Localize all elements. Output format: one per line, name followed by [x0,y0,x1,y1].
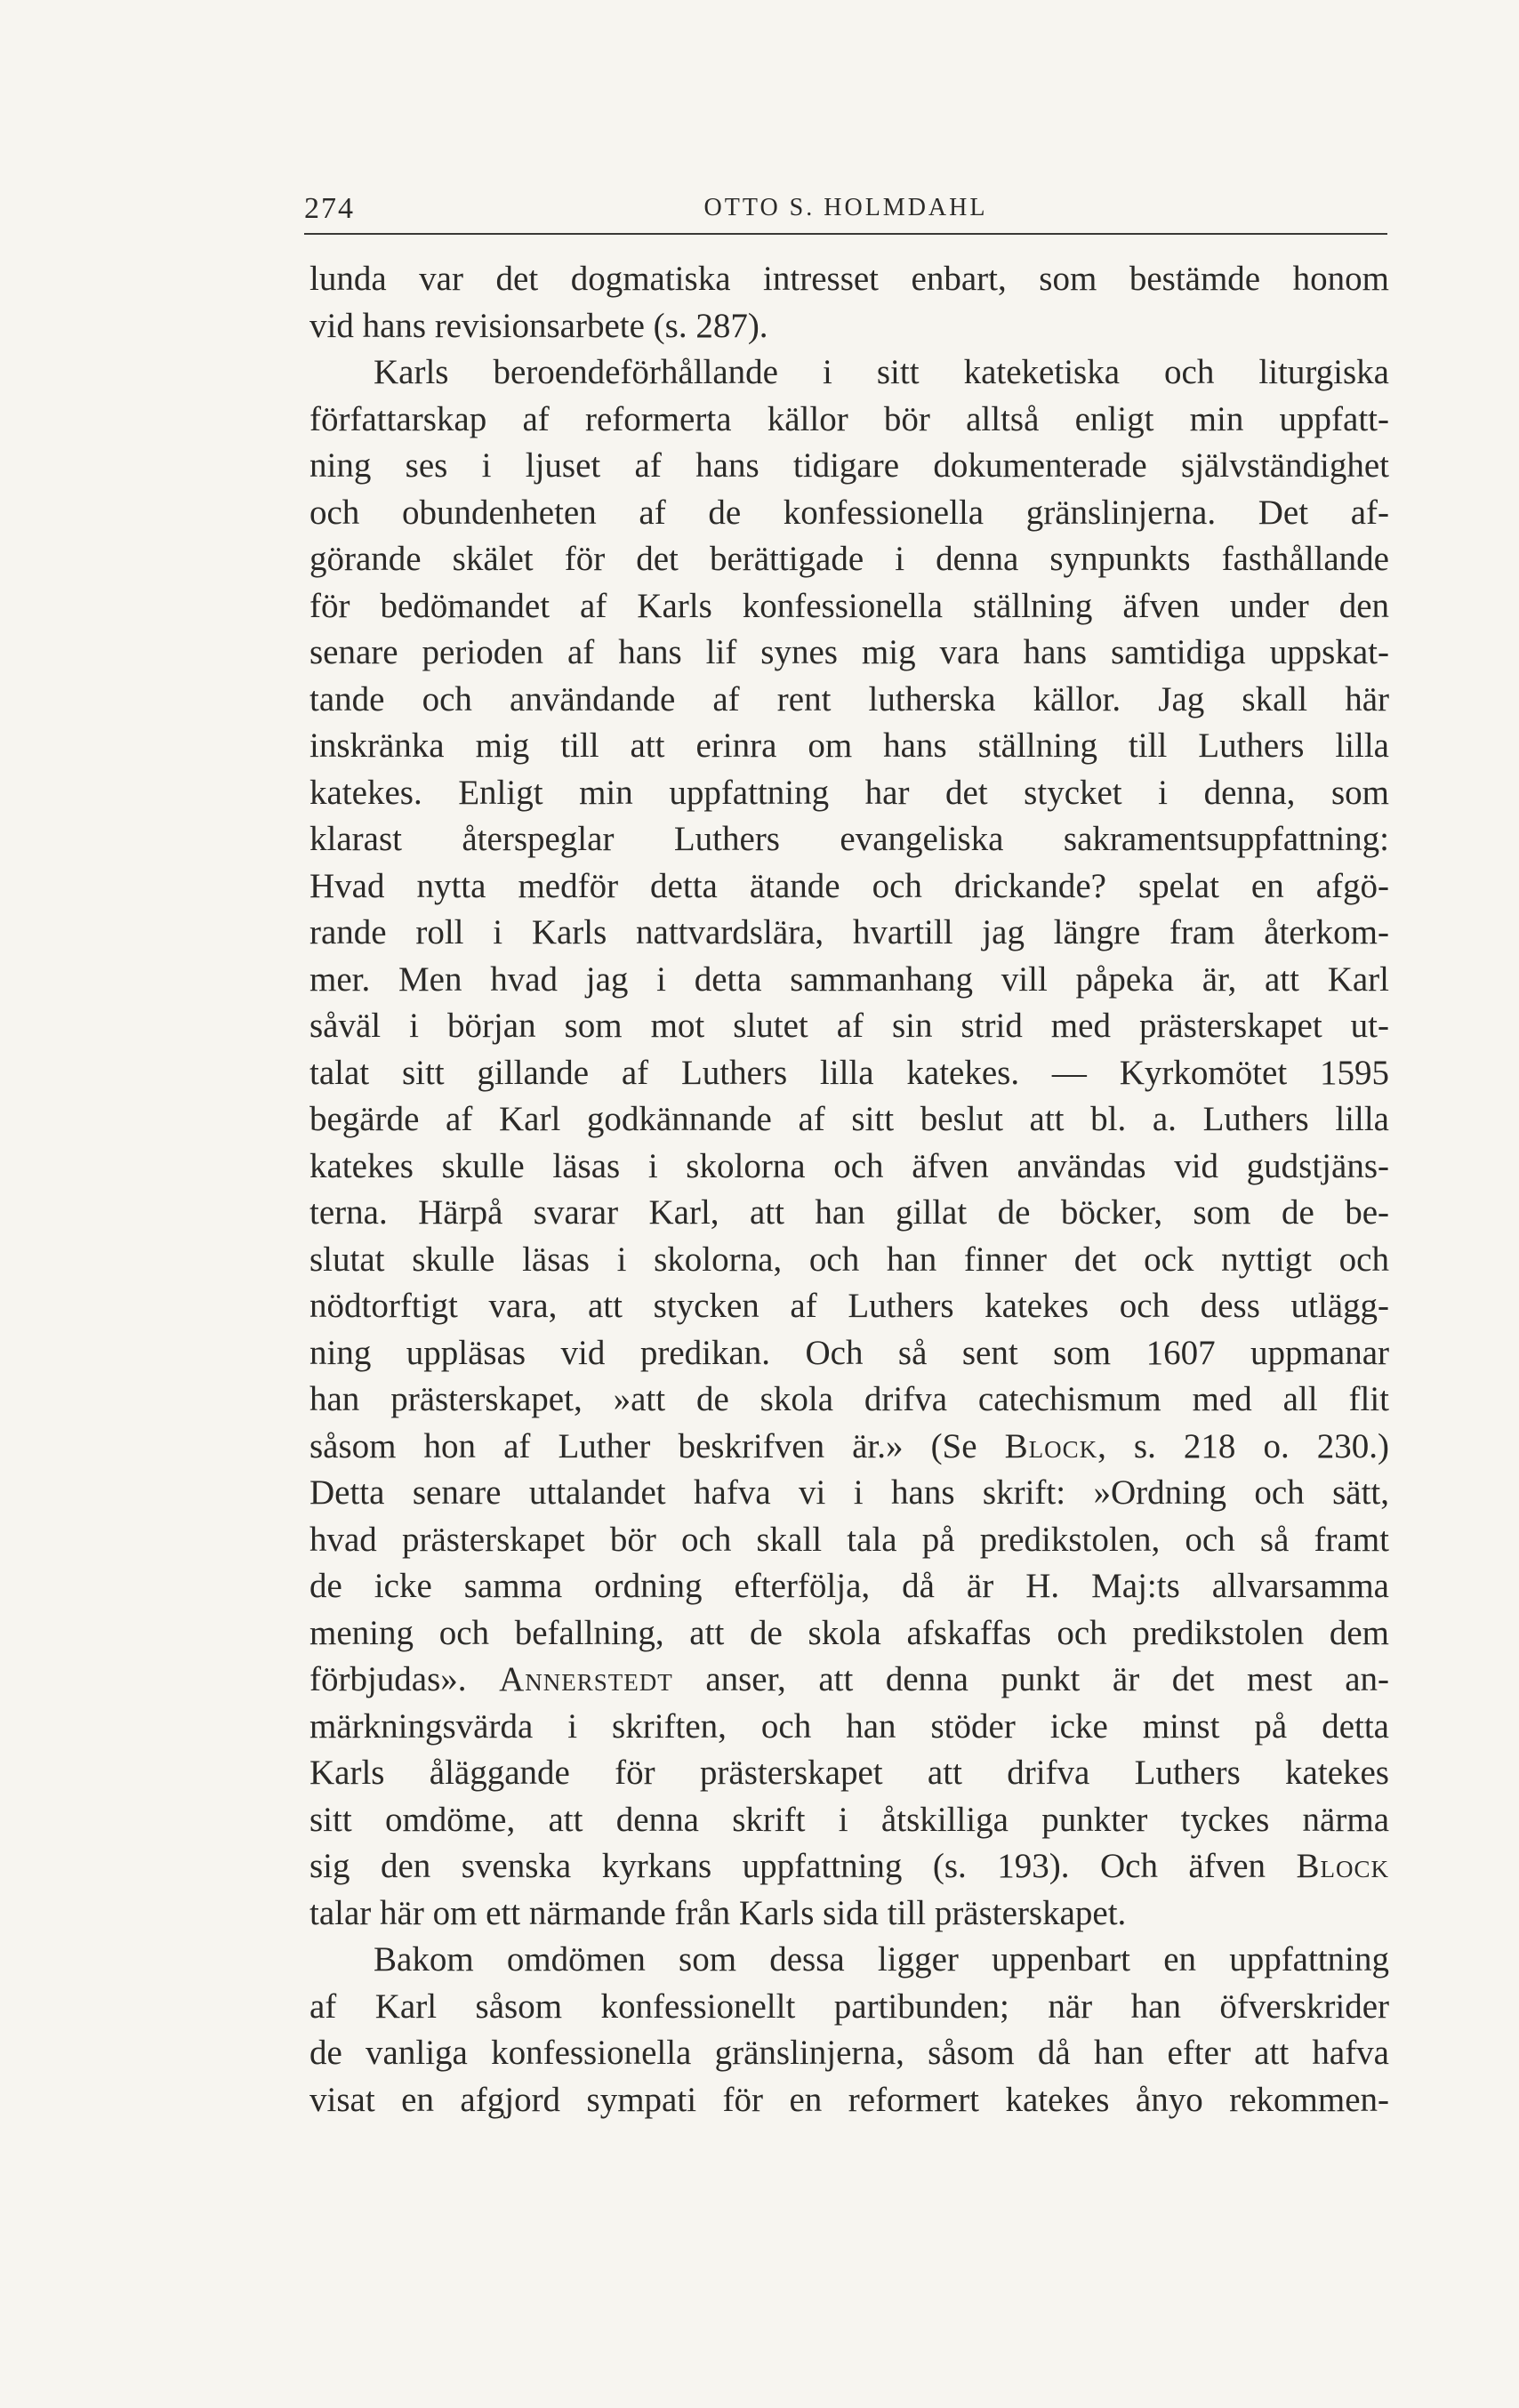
text-line: görande skälet för det berättigade i denna synpunkts fasthållande [309,540,1389,578]
text-line: klarast återspeglar Luthers evangeliska sakramentsuppfattning: [309,820,1389,858]
text-line: rande roll i Karls nattvardslära, hvartill jag längre fram återkom- [309,913,1389,951]
text-line: märkningsvärda i skriften, och han stöder icke minst på detta [309,1706,1389,1746]
text-line: och obundenheten af de konfessionella gränslinjerna. Det af- [309,493,1389,532]
body-text [309,256,1389,2123]
text-line: såsom hon af Luther beskrifven är.» (Se Block, s. 218 o. 230.) [309,1426,1389,1465]
text-line: författarskap af reformerta källor bör alltså enligt min uppfatt- [309,399,1389,438]
text-line: af Karl såsom konfessionellt partibunden; när han öfverskrider [309,1987,1389,2026]
page-number: 274 [304,192,355,225]
text-line: katekes skulle läsas i skolorna och äfven användas vid gudstjäns- [309,1146,1389,1185]
text-line: de icke samma ordning efterfölja, då är H. Maj:ts allvarsamma [309,1567,1389,1605]
text-line: terna. Härpå svarar Karl, att han gillat de böcker, som de be- [309,1193,1389,1232]
text-line: talat sitt gillande af Luthers lilla katekes. — Kyrkomötet 1595 [309,1053,1389,1092]
text-line: talar här om ett närmande från Karls sida till prästerskapet. [309,1893,1127,1932]
text-line: begärde af Karl godkännande af sitt beslut att bl. a. Luthers lilla [309,1100,1389,1138]
text-line: sitt omdöme, att denna skrift i åtskilliga punkter tyckes närma [309,1800,1389,1839]
text-line: mening och befallning, att de skola afskaffas och predikstolen dem [309,1613,1389,1652]
text-line: vid hans revisionsarbete (s. 287). [309,306,768,345]
text-line: inskränka mig till att erinra om hans ställning till Luthers lilla [309,726,1389,765]
text-line: de vanliga konfessionella gränslinjerna, såsom då han efter att hafva [309,2034,1389,2072]
text-line: förbjudas». Annerstedt anser, att denna punkt är det mest an- [309,1660,1389,1698]
running-head: OTTO S. HOLMDAHL [703,194,988,221]
text-line: såväl i början som mot slutet af sin strid med prästerskapet ut- [309,1007,1389,1045]
text-line: ning ses i ljuset af hans tidigare dokumenterade självständighet [309,446,1389,485]
text-line: mer. Men hvad jag i detta sammanhang vill påpeka är, att Karl [309,959,1389,999]
text-line: Karls åläggande för prästerskapet att drifva Luthers katekes [309,1754,1389,1792]
text-line: Karls beroendeförhållande i sitt kateketiska och liturgiska [374,353,1389,391]
text-line: nödtorftigt vara, att stycken af Luthers katekes och dess utlägg- [309,1287,1389,1325]
text-line: katekes. Enligt min uppfattning har det stycket i denna, som [309,773,1389,812]
text-line: slutat skulle läsas i skolorna, och han finner det ock nyttigt och [309,1240,1389,1279]
text-line: ning uppläsas vid predikan. Och så sent som 1607 uppmanar [309,1333,1389,1372]
text-line: lunda var det dogmatiska intresset enbart, som bestämde honom [309,260,1389,298]
text-line: visat en afgjord sympati för en reformert katekes ånyo rekommen- [309,2080,1389,2119]
text-line: sig den svenska kyrkans uppfattning (s. 193). Och äfven Block [309,1847,1389,1885]
text-line: Hvad nytta medför detta ätande och drickande? spelat en afgö- [309,866,1389,905]
text-line: senare perioden af hans lif synes mig vara hans samtidiga uppskat- [309,633,1389,671]
text-line: han prästerskapet, »att de skola drifva catechismum med all flit [309,1380,1389,1418]
page-header [304,189,1387,235]
text-line: för bedömandet af Karls konfessionella ställning äfven under den [309,586,1389,625]
text-line: Detta senare uttalandet hafva vi i hans skrift: »Ordning och sätt, [309,1473,1389,1512]
text-line: tande och användande af rent lutherska källor. Jag skall här [309,679,1389,718]
text-line: Bakom omdömen som dessa ligger uppenbart en uppfattning [374,1940,1389,1979]
text-line: hvad prästerskapet bör och skall tala på predikstolen, och så framt [309,1520,1389,1559]
